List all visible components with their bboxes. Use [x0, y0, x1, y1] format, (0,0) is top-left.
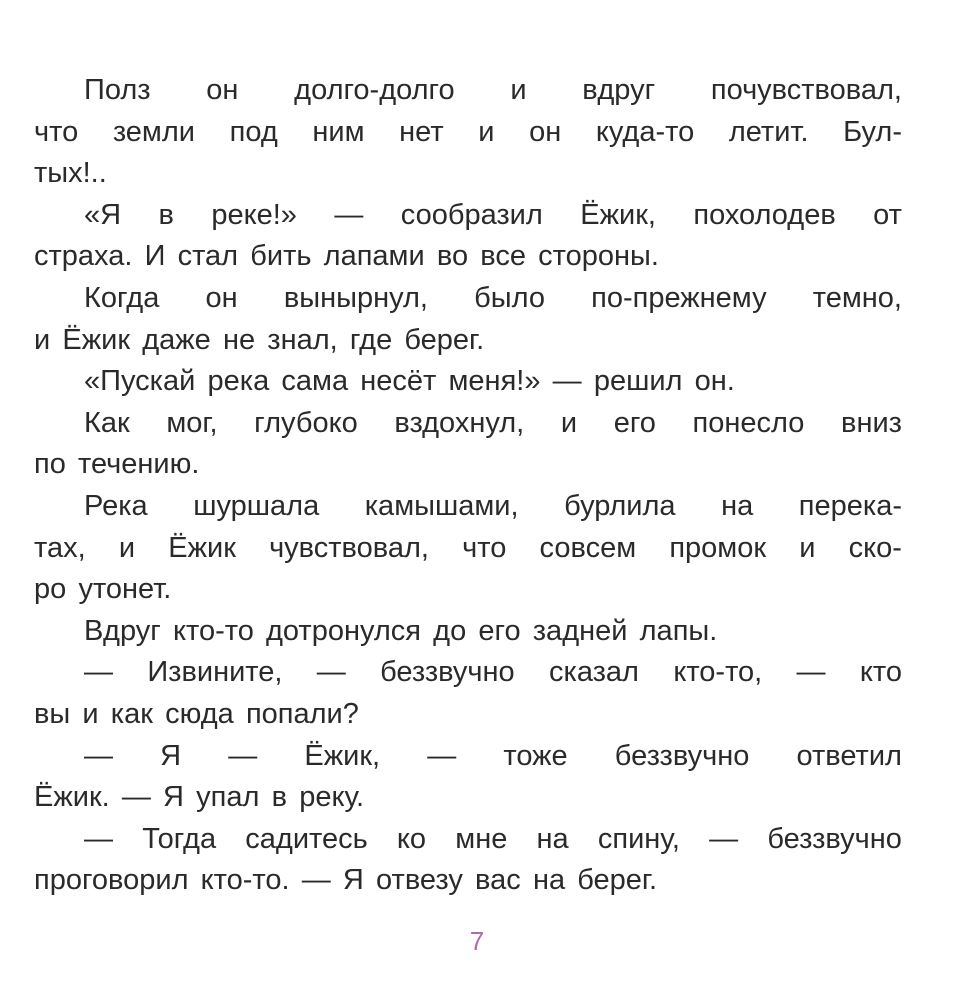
word: проговорил — [34, 864, 189, 897]
word: и — [478, 115, 495, 148]
word: что — [462, 531, 507, 564]
word: решил — [593, 365, 683, 398]
word: что — [34, 115, 79, 148]
word: не — [222, 323, 256, 356]
word: и — [82, 697, 99, 730]
text-line — [34, 819, 902, 861]
word: темно, — [812, 281, 902, 314]
word: — — [84, 822, 113, 855]
word: тых!.. — [34, 157, 107, 190]
story-text — [34, 70, 902, 902]
word: «Пускай — [84, 365, 196, 398]
word: И — [144, 240, 166, 273]
word: вы — [34, 697, 71, 730]
text-line — [34, 528, 902, 570]
text-line — [34, 236, 902, 278]
text-line — [34, 278, 902, 320]
word: почувствовал, — [710, 74, 902, 106]
word: берег. — [404, 323, 485, 356]
word: ро — [34, 573, 67, 606]
word: на — [536, 822, 569, 855]
word: лапами — [323, 240, 425, 273]
word: и — [510, 74, 527, 106]
word: на — [532, 864, 566, 897]
word: — — [552, 365, 582, 398]
word: — — [84, 656, 113, 689]
word: похолодев — [693, 198, 836, 231]
word: сказал — [549, 656, 639, 689]
word: ско- — [848, 531, 902, 564]
page-number: 7 — [469, 926, 485, 956]
word: камышами, — [364, 489, 519, 522]
word: в — [158, 198, 174, 231]
word: течению. — [78, 448, 200, 481]
text-line — [34, 860, 902, 902]
word: Как — [84, 406, 130, 439]
text-line — [34, 611, 902, 653]
word: Бул- — [843, 115, 902, 148]
word: садитесь — [245, 822, 368, 855]
word: в — [271, 781, 288, 814]
text-line — [34, 694, 902, 736]
word: по — [34, 448, 66, 481]
text-line — [34, 195, 902, 237]
word: все — [480, 240, 526, 273]
word: и — [34, 323, 51, 356]
word: тоже — [503, 739, 568, 772]
word: — — [427, 739, 457, 772]
word: сообразил — [400, 198, 543, 231]
text-line — [34, 486, 902, 528]
word: чувствовал, — [269, 531, 429, 564]
text-line — [34, 444, 902, 486]
word: Когда — [84, 281, 160, 314]
text-line — [34, 736, 902, 778]
text-line — [34, 569, 902, 611]
word: и — [799, 531, 816, 564]
word: Ёжик — [168, 531, 236, 564]
word: — — [316, 656, 346, 689]
word: попали? — [245, 697, 359, 730]
word: стал — [177, 240, 239, 273]
word: бурлила — [564, 489, 676, 522]
word: даже — [142, 323, 211, 356]
word: он — [205, 281, 238, 314]
word: Я — [163, 781, 184, 814]
word: лапы. — [639, 614, 718, 647]
word: перека- — [798, 489, 902, 522]
word: — — [334, 198, 364, 231]
word: где — [349, 323, 393, 356]
word: от — [873, 198, 902, 231]
word: шуршала — [193, 489, 320, 522]
word: он — [529, 115, 562, 148]
word: — — [228, 739, 258, 772]
word: упал — [196, 781, 260, 814]
word: задней — [532, 614, 628, 647]
word: реку. — [299, 781, 365, 814]
word: и — [118, 531, 136, 564]
word: по-прежнему — [591, 281, 767, 314]
word: кто-то — [173, 614, 254, 647]
word: вдруг — [582, 74, 656, 106]
word: он. — [694, 365, 735, 398]
word: — — [84, 739, 113, 772]
word: Вдруг — [84, 614, 161, 647]
word: — — [709, 822, 739, 855]
word: Ёжик, — [580, 198, 656, 231]
text-line — [34, 112, 902, 154]
text-line — [34, 361, 902, 403]
word: вниз — [841, 406, 902, 439]
word: Извините, — [147, 656, 283, 689]
word: его — [478, 614, 521, 647]
word: вынырнул, — [283, 281, 428, 314]
word: ответил — [796, 739, 902, 772]
text-line — [34, 403, 902, 445]
word: нет — [399, 115, 444, 148]
word: ним — [312, 115, 365, 148]
word: беззвучно — [614, 739, 750, 772]
text-line — [34, 70, 902, 112]
word: утонет. — [78, 573, 172, 606]
word: несёт — [360, 365, 437, 398]
word: долго-долго — [294, 74, 455, 106]
word: отвезу — [376, 864, 463, 897]
word: ко — [396, 822, 427, 855]
word: он — [206, 74, 239, 106]
word: под — [229, 115, 278, 148]
word: — — [121, 781, 151, 814]
word: Река — [84, 489, 148, 522]
word: понесло — [692, 406, 805, 439]
word: бить — [250, 240, 312, 273]
word: Я — [160, 739, 182, 772]
word: кто-то. — [200, 864, 290, 897]
word: страха. — [34, 240, 133, 273]
text-line — [34, 320, 902, 362]
word: во — [436, 240, 469, 273]
word: тах, — [34, 531, 86, 564]
word: его — [613, 406, 656, 439]
word: как — [110, 697, 153, 730]
word: дотронулся — [266, 614, 421, 647]
word: кто-то, — [673, 656, 763, 689]
word: беззвучно — [767, 822, 902, 855]
word: до — [433, 614, 467, 647]
word: вздохнул, — [394, 406, 525, 439]
word: Ёжик — [62, 323, 131, 356]
word: совсем — [539, 531, 637, 564]
word: было — [474, 281, 545, 314]
word: мог, — [166, 406, 218, 439]
word: земли — [112, 115, 195, 148]
word: и — [560, 406, 578, 439]
word: Полз — [84, 74, 151, 106]
word: река — [207, 365, 270, 398]
word: «Я — [84, 198, 122, 231]
text-line — [34, 777, 902, 819]
word: — — [301, 864, 331, 897]
word: Тогда — [142, 822, 217, 855]
text-line — [34, 153, 902, 195]
word: — — [796, 656, 826, 689]
text-line — [34, 652, 902, 694]
word: беззвучно — [380, 656, 515, 689]
word: Ёжик. — [34, 781, 110, 814]
word: спину, — [597, 822, 680, 855]
word: сама — [281, 365, 349, 398]
word: мне — [455, 822, 508, 855]
word: Ёжик, — [304, 739, 381, 772]
word: меня!» — [448, 365, 541, 398]
word: куда-то — [595, 115, 695, 148]
word: Я — [342, 864, 364, 897]
word: реке!» — [211, 198, 297, 231]
word: стороны. — [538, 240, 659, 273]
word: вас — [475, 864, 521, 897]
word: кто — [859, 656, 902, 689]
word: глубоко — [254, 406, 358, 439]
word: летит. — [728, 115, 809, 148]
word: сюда — [165, 697, 234, 730]
word: берег. — [577, 864, 658, 897]
word: на — [721, 489, 754, 522]
word: промок — [669, 531, 767, 564]
word: знал, — [267, 323, 338, 356]
